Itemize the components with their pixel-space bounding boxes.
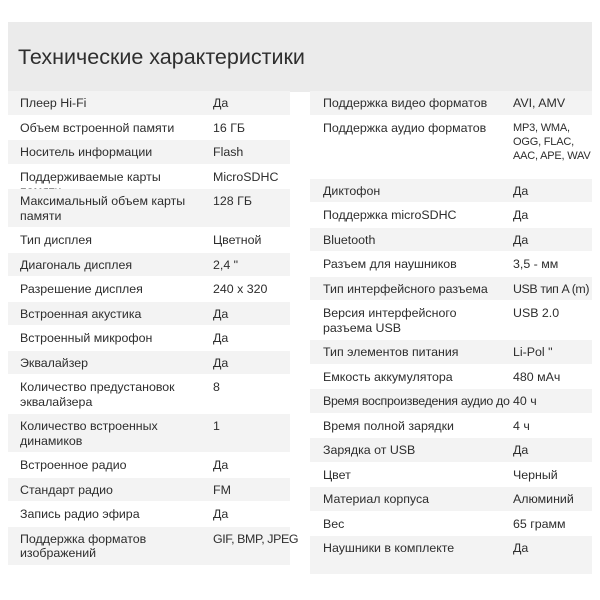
spec-row [310, 512, 592, 537]
spec-label: Тип дисплея [20, 233, 92, 247]
spec-label: Эквалайзер [20, 355, 89, 370]
spec-label: Зарядка от USB [323, 443, 416, 457]
spec-label: Поддержка аудио форматов [323, 120, 487, 135]
spec-label: Диагональ дисплея [20, 257, 133, 272]
spec-row [310, 301, 592, 340]
spec-row [310, 438, 592, 463]
spec-row [310, 536, 592, 575]
spec-value: USB 2.0 [513, 306, 560, 320]
spec-row [310, 463, 592, 488]
spec-label: Диктофон [323, 183, 381, 198]
spec-value: 128 ГБ [213, 194, 252, 208]
spec-value: Да [213, 306, 229, 321]
spec-row [8, 478, 290, 503]
spec-value: 40 ч [513, 394, 537, 408]
spec-row [310, 116, 592, 179]
spec-row [310, 389, 592, 414]
spec-label: Количество предустановок эквалайзера [20, 380, 175, 409]
spec-value: Да [513, 208, 529, 222]
spec-label: Встроенное радио [20, 458, 127, 472]
specs-right-column [310, 91, 592, 575]
spec-value: Li-Pol " [513, 345, 553, 359]
spec-value: Цветной [213, 233, 262, 247]
spec-value: MicroSDHC [213, 169, 279, 184]
spec-value: 8 [213, 380, 220, 394]
spec-row [310, 414, 592, 439]
spec-row [310, 252, 592, 277]
spec-value: Черный [513, 467, 558, 482]
spec-label: Встроенный микрофон [20, 331, 153, 345]
spec-row [8, 189, 290, 228]
spec-row [8, 502, 290, 527]
spec-row [310, 487, 592, 512]
spec-row [310, 277, 592, 302]
spec-label: Объем встроенной памяти [20, 120, 175, 135]
spec-label: Цвет [323, 467, 351, 482]
spec-value: 3,5 - мм [513, 257, 559, 271]
spec-row [8, 140, 290, 165]
spec-label: Плеер Hi-Fi [20, 96, 87, 110]
spec-row [8, 302, 290, 327]
spec-label: Время полной зарядки [323, 418, 454, 433]
spec-value: Да [213, 355, 229, 370]
spec-row [8, 253, 290, 278]
spec-value: 2,4 " [213, 257, 239, 272]
spec-row [310, 203, 592, 228]
spec-value: 240 x 320 [213, 282, 268, 296]
spec-row [310, 91, 592, 116]
spec-label: Носитель информации [20, 145, 153, 159]
spec-row [310, 365, 592, 390]
spec-value: GIF, BMP, JPEG [213, 531, 299, 546]
spec-label: Емкость аккумулятора [323, 369, 453, 384]
page-title: Технические характеристики [18, 45, 305, 69]
spec-row [8, 326, 290, 351]
spec-row [8, 91, 290, 116]
spec-value: USB тип A (m) [513, 281, 590, 296]
spec-value: 480 мАч [513, 369, 561, 384]
spec-value: Да [513, 443, 529, 457]
spec-value: Да [213, 96, 229, 110]
spec-label: Время воспроизведения аудио до [323, 394, 510, 408]
spec-value: AVI, AMV [513, 96, 566, 110]
spec-value: Да [513, 183, 529, 198]
spec-row [8, 453, 290, 478]
spec-value: 1 [213, 419, 220, 433]
spec-row [8, 165, 290, 190]
spec-label: Разъем для наушников [323, 257, 457, 271]
spec-label: Поддержка microSDHC [323, 208, 457, 222]
spec-value: 65 грамм [513, 516, 566, 531]
spec-value: 16 ГБ [213, 120, 246, 135]
spec-value: Да [513, 541, 529, 555]
spec-value: FM [213, 482, 231, 497]
spec-value: MP3, WMA, OGG, FLAC, AAC, APE, WAV [513, 121, 591, 162]
spec-label: Поддержка видео форматов [323, 96, 488, 110]
spec-value: Алюминий [513, 492, 574, 506]
spec-label: Наушники в комплекте [323, 541, 455, 555]
spec-row [8, 351, 290, 376]
spec-value: Да [513, 232, 529, 247]
spec-label: Стандарт радио [20, 482, 113, 497]
spec-label: Поддержка форматов изображений [20, 531, 147, 560]
spec-row [8, 527, 299, 566]
spec-label: Разрешение дисплея [20, 282, 143, 296]
spec-row [8, 228, 290, 253]
spec-value: Flash [213, 145, 244, 159]
spec-value: Да [213, 507, 229, 521]
spec-label: Bluetooth [323, 232, 376, 247]
spec-value: Да [213, 458, 229, 472]
spec-row [8, 116, 290, 141]
spec-label: Материал корпуса [323, 492, 430, 506]
spec-label: Встроенная акустика [20, 306, 142, 321]
spec-label: Тип элементов питания [323, 345, 459, 359]
specs-left-column [8, 91, 299, 566]
spec-label: Вес [323, 516, 345, 531]
spec-value: Да [213, 331, 229, 345]
spec-label: Запись радио эфира [20, 507, 140, 521]
spec-row [310, 228, 592, 253]
spec-label: Тип интерфейсного разъема [323, 281, 488, 296]
spec-label: Максимальный объем карты памяти [20, 194, 186, 223]
spec-label: Версия интерфейсного разъема USB [323, 306, 457, 335]
spec-row [8, 414, 290, 453]
spec-value: 4 ч [513, 418, 530, 433]
spec-row [310, 340, 592, 365]
spec-label: Количество встроенных динамиков [20, 419, 158, 448]
title-bar [8, 22, 592, 92]
spec-row [8, 277, 290, 302]
spec-row [310, 179, 592, 204]
spec-label: Поддерживаемые карты [20, 169, 161, 184]
spec-row [8, 375, 290, 414]
